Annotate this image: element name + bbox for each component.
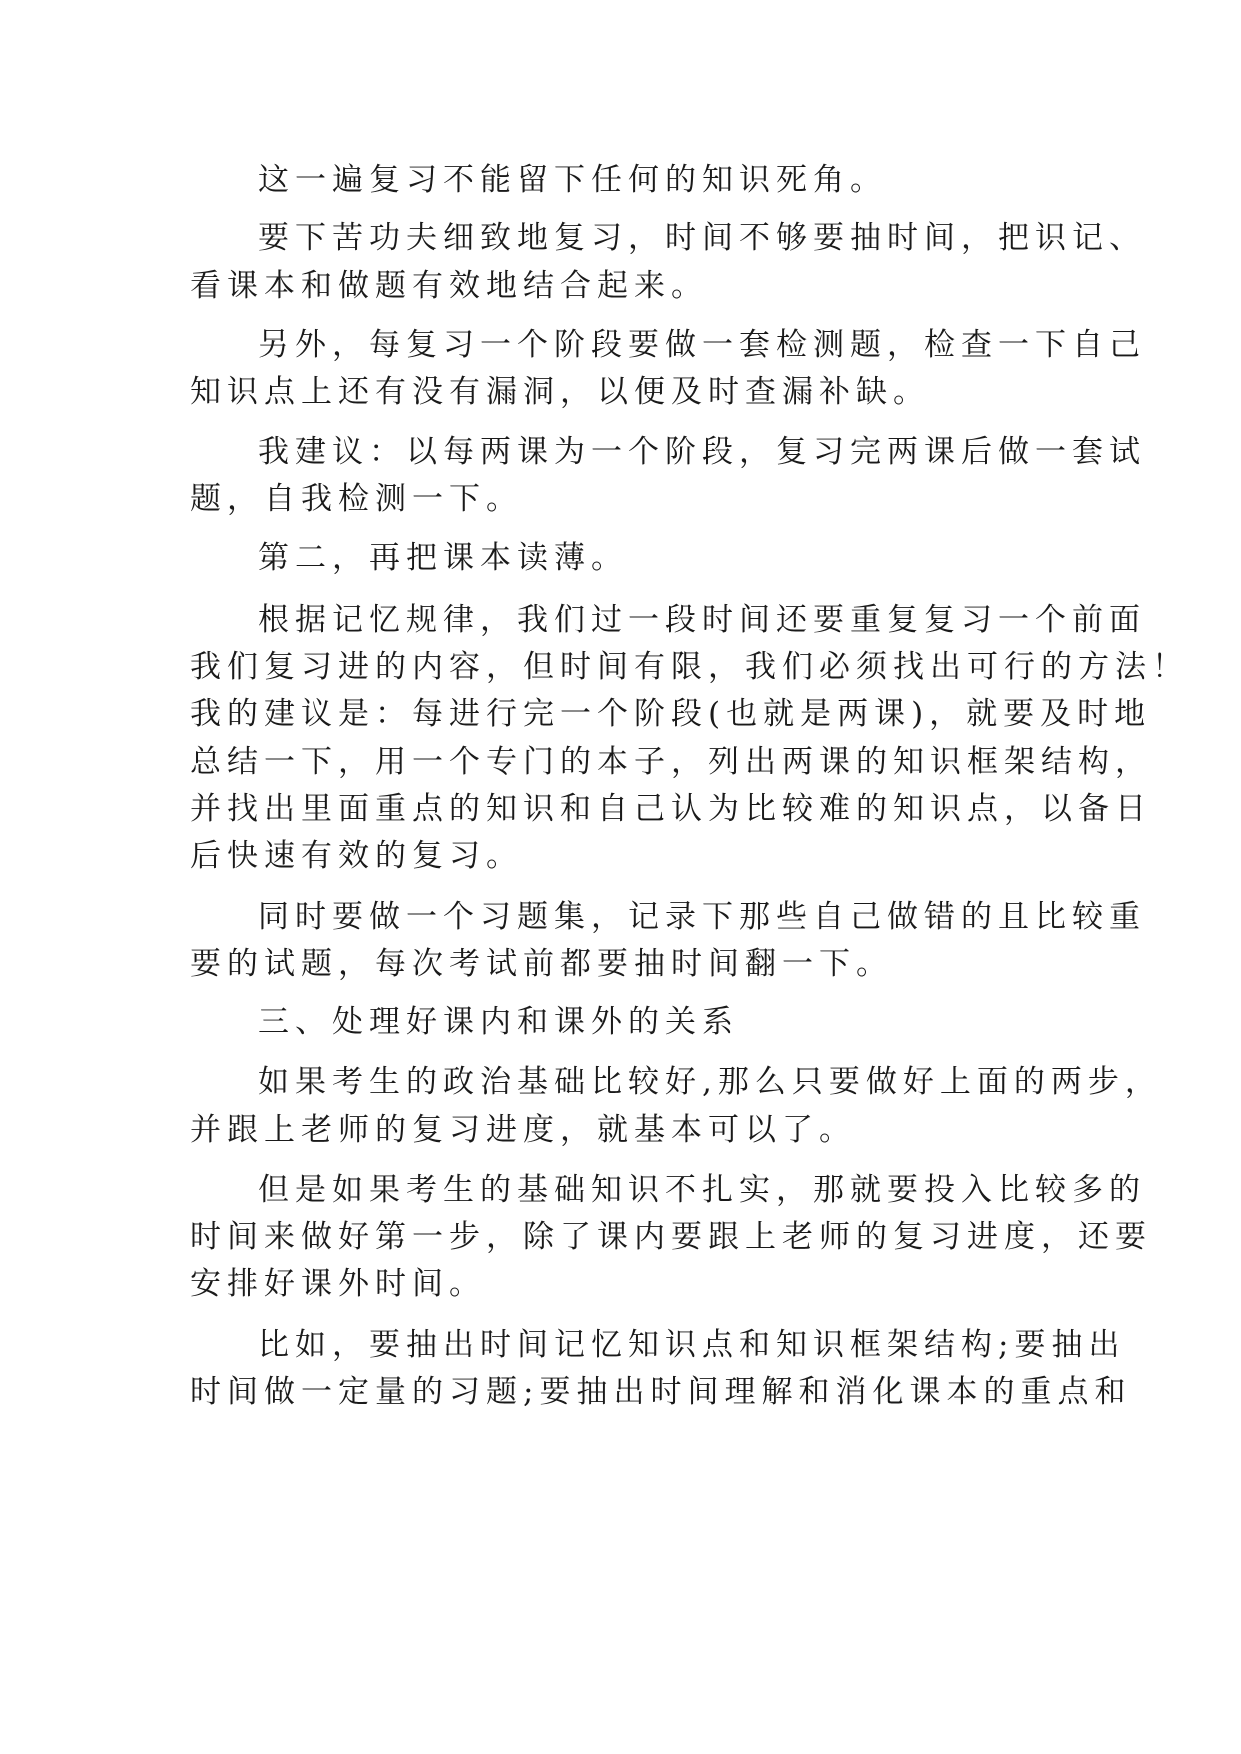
text-line: 三、处理好课内和课外的关系 <box>258 1004 739 1040</box>
text-line: 题，自我检测一下。 <box>190 481 523 517</box>
text-line: 但是如果考生的基础知识不扎实，那就要投入比较多的 <box>258 1172 1146 1208</box>
text-line: 安排好课外时间。 <box>190 1266 486 1302</box>
text-line: 根据记忆规律，我们过一段时间还要重复复习一个前面 <box>258 602 1146 638</box>
text-line: 看课本和做题有效地结合起来。 <box>190 268 708 304</box>
text-line: 要的试题，每次考试前都要抽时间翻一下。 <box>190 946 893 982</box>
text-line: 并跟上老师的复习进度，就基本可以了。 <box>190 1112 856 1148</box>
text-line: 如果考生的政治基础比较好,那么只要做好上面的两步， <box>258 1064 1162 1100</box>
text-line: 这一遍复习不能留下任何的知识死角。 <box>258 162 887 198</box>
text-line: 第二，再把课本读薄。 <box>258 540 628 576</box>
text-line: 时间做一定量的习题;要抽出时间理解和消化课本的重点和 <box>190 1374 1132 1410</box>
text-line: 总结一下，用一个专门的本子，列出两课的知识框架结构， <box>190 744 1152 780</box>
text-line: 我们复习进的内容，但时间有限，我们必须找出可行的方法！ <box>190 649 1189 685</box>
text-line: 另外，每复习一个阶段要做一套检测题，检查一下自己 <box>258 327 1146 363</box>
text-line: 后快速有效的复习。 <box>190 838 523 874</box>
text-line: 我的建议是：每进行完一个阶段(也就是两课)，就要及时地 <box>190 696 1152 732</box>
text-line: 我建议：以每两课为一个阶段，复习完两课后做一套试 <box>258 434 1146 470</box>
text-line: 比如，要抽出时间记忆知识点和知识框架结构;要抽出 <box>258 1327 1126 1363</box>
text-line: 并找出里面重点的知识和自己认为比较难的知识点，以备日 <box>190 791 1152 827</box>
text-line: 同时要做一个习题集，记录下那些自己做错的且比较重 <box>258 899 1146 935</box>
text-line: 时间来做好第一步，除了课内要跟上老师的复习进度，还要 <box>190 1219 1152 1255</box>
text-line: 知识点上还有没有漏洞，以便及时查漏补缺。 <box>190 374 930 410</box>
text-line: 要下苦功夫细致地复习，时间不够要抽时间，把识记、 <box>258 220 1146 256</box>
